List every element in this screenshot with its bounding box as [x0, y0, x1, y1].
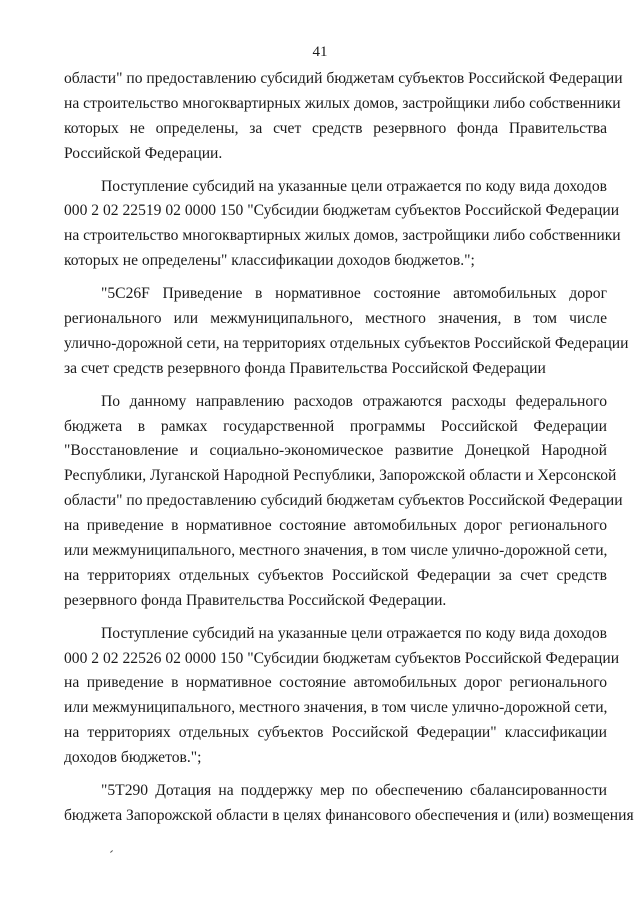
text-line: "Восстановление и социально-экономическое развитие Донецкой Народной: [64, 442, 607, 460]
text-line: на территориях отдельных субъектов Российской Федерации за счет средств: [64, 566, 607, 584]
text-line: на приведение в нормативное состояние автомобильных дорог регионального: [64, 517, 607, 535]
document-body: [64, 67, 634, 829]
text-line: регионального или межмуниципального, местного значения, в том числе: [64, 310, 607, 328]
text-line: на территориях отдельных субъектов Российской Федерации" классификации: [64, 724, 607, 742]
text-line: области" по предоставлению субсидий бюджетам субъектов Российской Федерации: [64, 492, 623, 510]
text-line: бюджета в рамках государственной программы Российской Федерации: [64, 417, 607, 435]
text-line: улично-дорожной сети, на территориях отдельных субъектов Российской Федерации: [64, 334, 629, 352]
text-line: 000 2 02 22526 02 0000 150 "Субсидии бюджетам субъектов Российской Федерации: [64, 649, 620, 667]
text-line: По данному направлению расходов отражаются расходы федерального: [101, 392, 607, 410]
scan-speck: [110, 850, 113, 853]
text-line: 000 2 02 22519 02 0000 150 "Субсидии бюджетам субъектов Российской Федерации: [64, 202, 620, 220]
text-line: на строительство многоквартирных жилых домов, застройщики либо собственники: [64, 227, 621, 245]
text-line: области" по предоставлению субсидий бюджетам субъектов Российской Федерации: [64, 70, 623, 87]
text-line: которых не определены" классификации доходов бюджетов.";: [64, 252, 475, 270]
text-line: на приведение в нормативное состояние автомобильных дорог регионального: [64, 674, 607, 692]
text-line: или межмуниципального, местного значения, в том числе улично-дорожной сети,: [64, 699, 608, 717]
text-line: или межмуниципального, местного значения, в том числе улично-дорожной сети,: [64, 542, 608, 560]
text-line: которых не определены, за счет средств резервного фонда Правительства: [64, 119, 607, 137]
text-line: на строительство многоквартирных жилых домов, застройщики либо собственники: [64, 94, 621, 112]
text-line: Российской Федерации.: [64, 144, 223, 162]
page-number: 41: [312, 44, 328, 60]
text-line: "5С26F Приведение в нормативное состояние автомобильных дорог: [101, 285, 607, 303]
text-line: резервного фонда Правительства Российской Федерации.: [64, 591, 447, 609]
text-line: Поступление субсидий на указанные цели отражается по коду вида доходов: [101, 624, 607, 642]
text-line: Республики, Луганской Народной Республики, Запорожской области и Херсонской: [64, 467, 617, 485]
text-line: за счет средств резервного фонда Правительства Российской Федерации: [64, 359, 546, 377]
text-line: доходов бюджетов.";: [64, 749, 202, 767]
text-line: Поступление субсидий на указанные цели отражается по коду вида доходов: [101, 177, 607, 195]
text-line: бюджета Запорожской области в целях финансового обеспечения и (или) возмещения: [64, 806, 634, 824]
text-line: "5Т290 Дотация на поддержку мер по обеспечению сбалансированности: [101, 782, 607, 800]
